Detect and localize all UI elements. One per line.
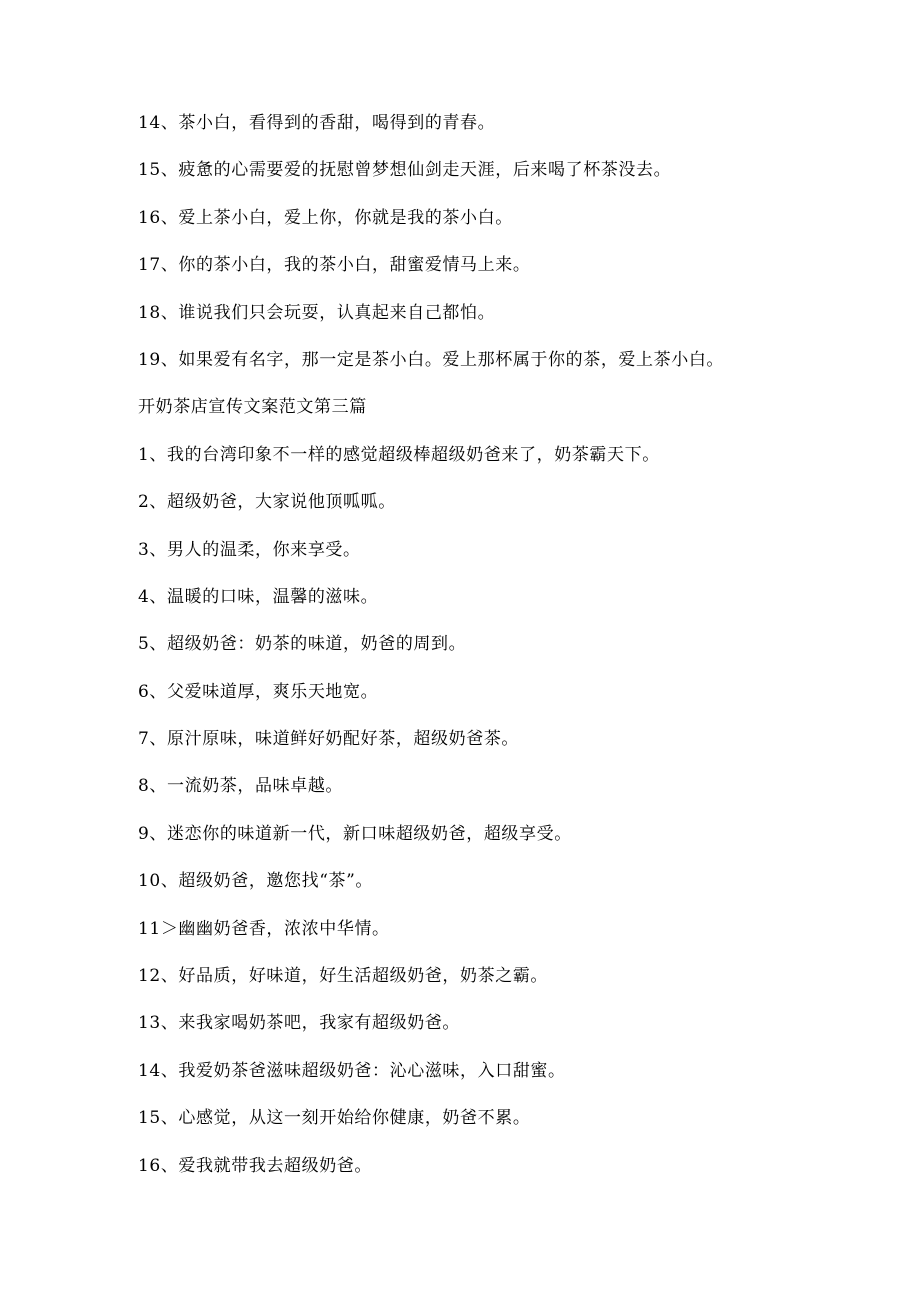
slogan-line: 11＞幽幽奶爸香，浓浓中华情。 <box>138 918 390 939</box>
slogan-line: 9、迷恋你的味道新一代，新口味超级奶爸，超级享受。 <box>138 823 572 844</box>
slogan-line: 2、超级奶爸，大家说他顶呱呱。 <box>138 492 396 513</box>
slogan-line: 7、原汁原味，味道鲜好奶配好茶，超级奶爸茶。 <box>138 729 520 750</box>
slogan-line: 6、父爱味道厚，爽乐天地宽。 <box>138 681 379 702</box>
slogan-line: 4、温暖的口味，温馨的滋味。 <box>138 586 379 607</box>
slogan-line: 5、超级奶爸：奶茶的味道，奶爸的周到。 <box>138 634 467 655</box>
slogan-line: 14、我爱奶茶爸滋味超级奶爸：沁心滋味，入口甜蜜。 <box>138 1060 566 1081</box>
slogan-line: 1、我的台湾印象不一样的感觉超级棒超级奶爸来了，奶茶霸天下。 <box>138 444 660 465</box>
slogan-line: 14、茶小白，看得到的香甜，喝得到的青春。 <box>138 113 496 133</box>
slogan-line: 16、爱我就带我去超级奶爸。 <box>138 1155 373 1176</box>
slogan-line: 12、好品质，好味道，好生活超级奶爸，奶茶之霸。 <box>138 966 549 987</box>
slogan-line: 8、一流奶茶，品味卓越。 <box>138 776 344 797</box>
slogan-line: 16、爱上茶小白，爱上你，你就是我的茶小白。 <box>138 207 513 228</box>
slogan-line: 17、你的茶小白，我的茶小白，甜蜜爱情马上来。 <box>138 255 531 276</box>
slogan-line: 3、男人的温柔，你来享受。 <box>138 539 361 560</box>
section-heading: 开奶茶店宣传文案范文第三篇 <box>138 397 367 418</box>
slogan-line: 13、来我家喝奶茶吧，我家有超级奶爸。 <box>138 1013 461 1034</box>
slogan-line: 19、如果爱有名字，那一定是茶小白。爱上那杯属于你的茶，爱上茶小白。 <box>138 349 725 370</box>
slogan-line: 18、谁说我们只会玩耍，认真起来自己都怕。 <box>138 302 496 323</box>
slogan-line: 15、心感觉，从这一刻开始给你健康，奶爸不累。 <box>138 1108 531 1129</box>
slogan-line: 15、疲惫的心需要爱的抚慰曾梦想仙剑走天涯，后来喝了杯茶没去。 <box>138 160 672 181</box>
slogan-line: 10、超级奶爸，邀您找“茶”。 <box>138 871 374 892</box>
document-body <box>138 108 878 1198</box>
